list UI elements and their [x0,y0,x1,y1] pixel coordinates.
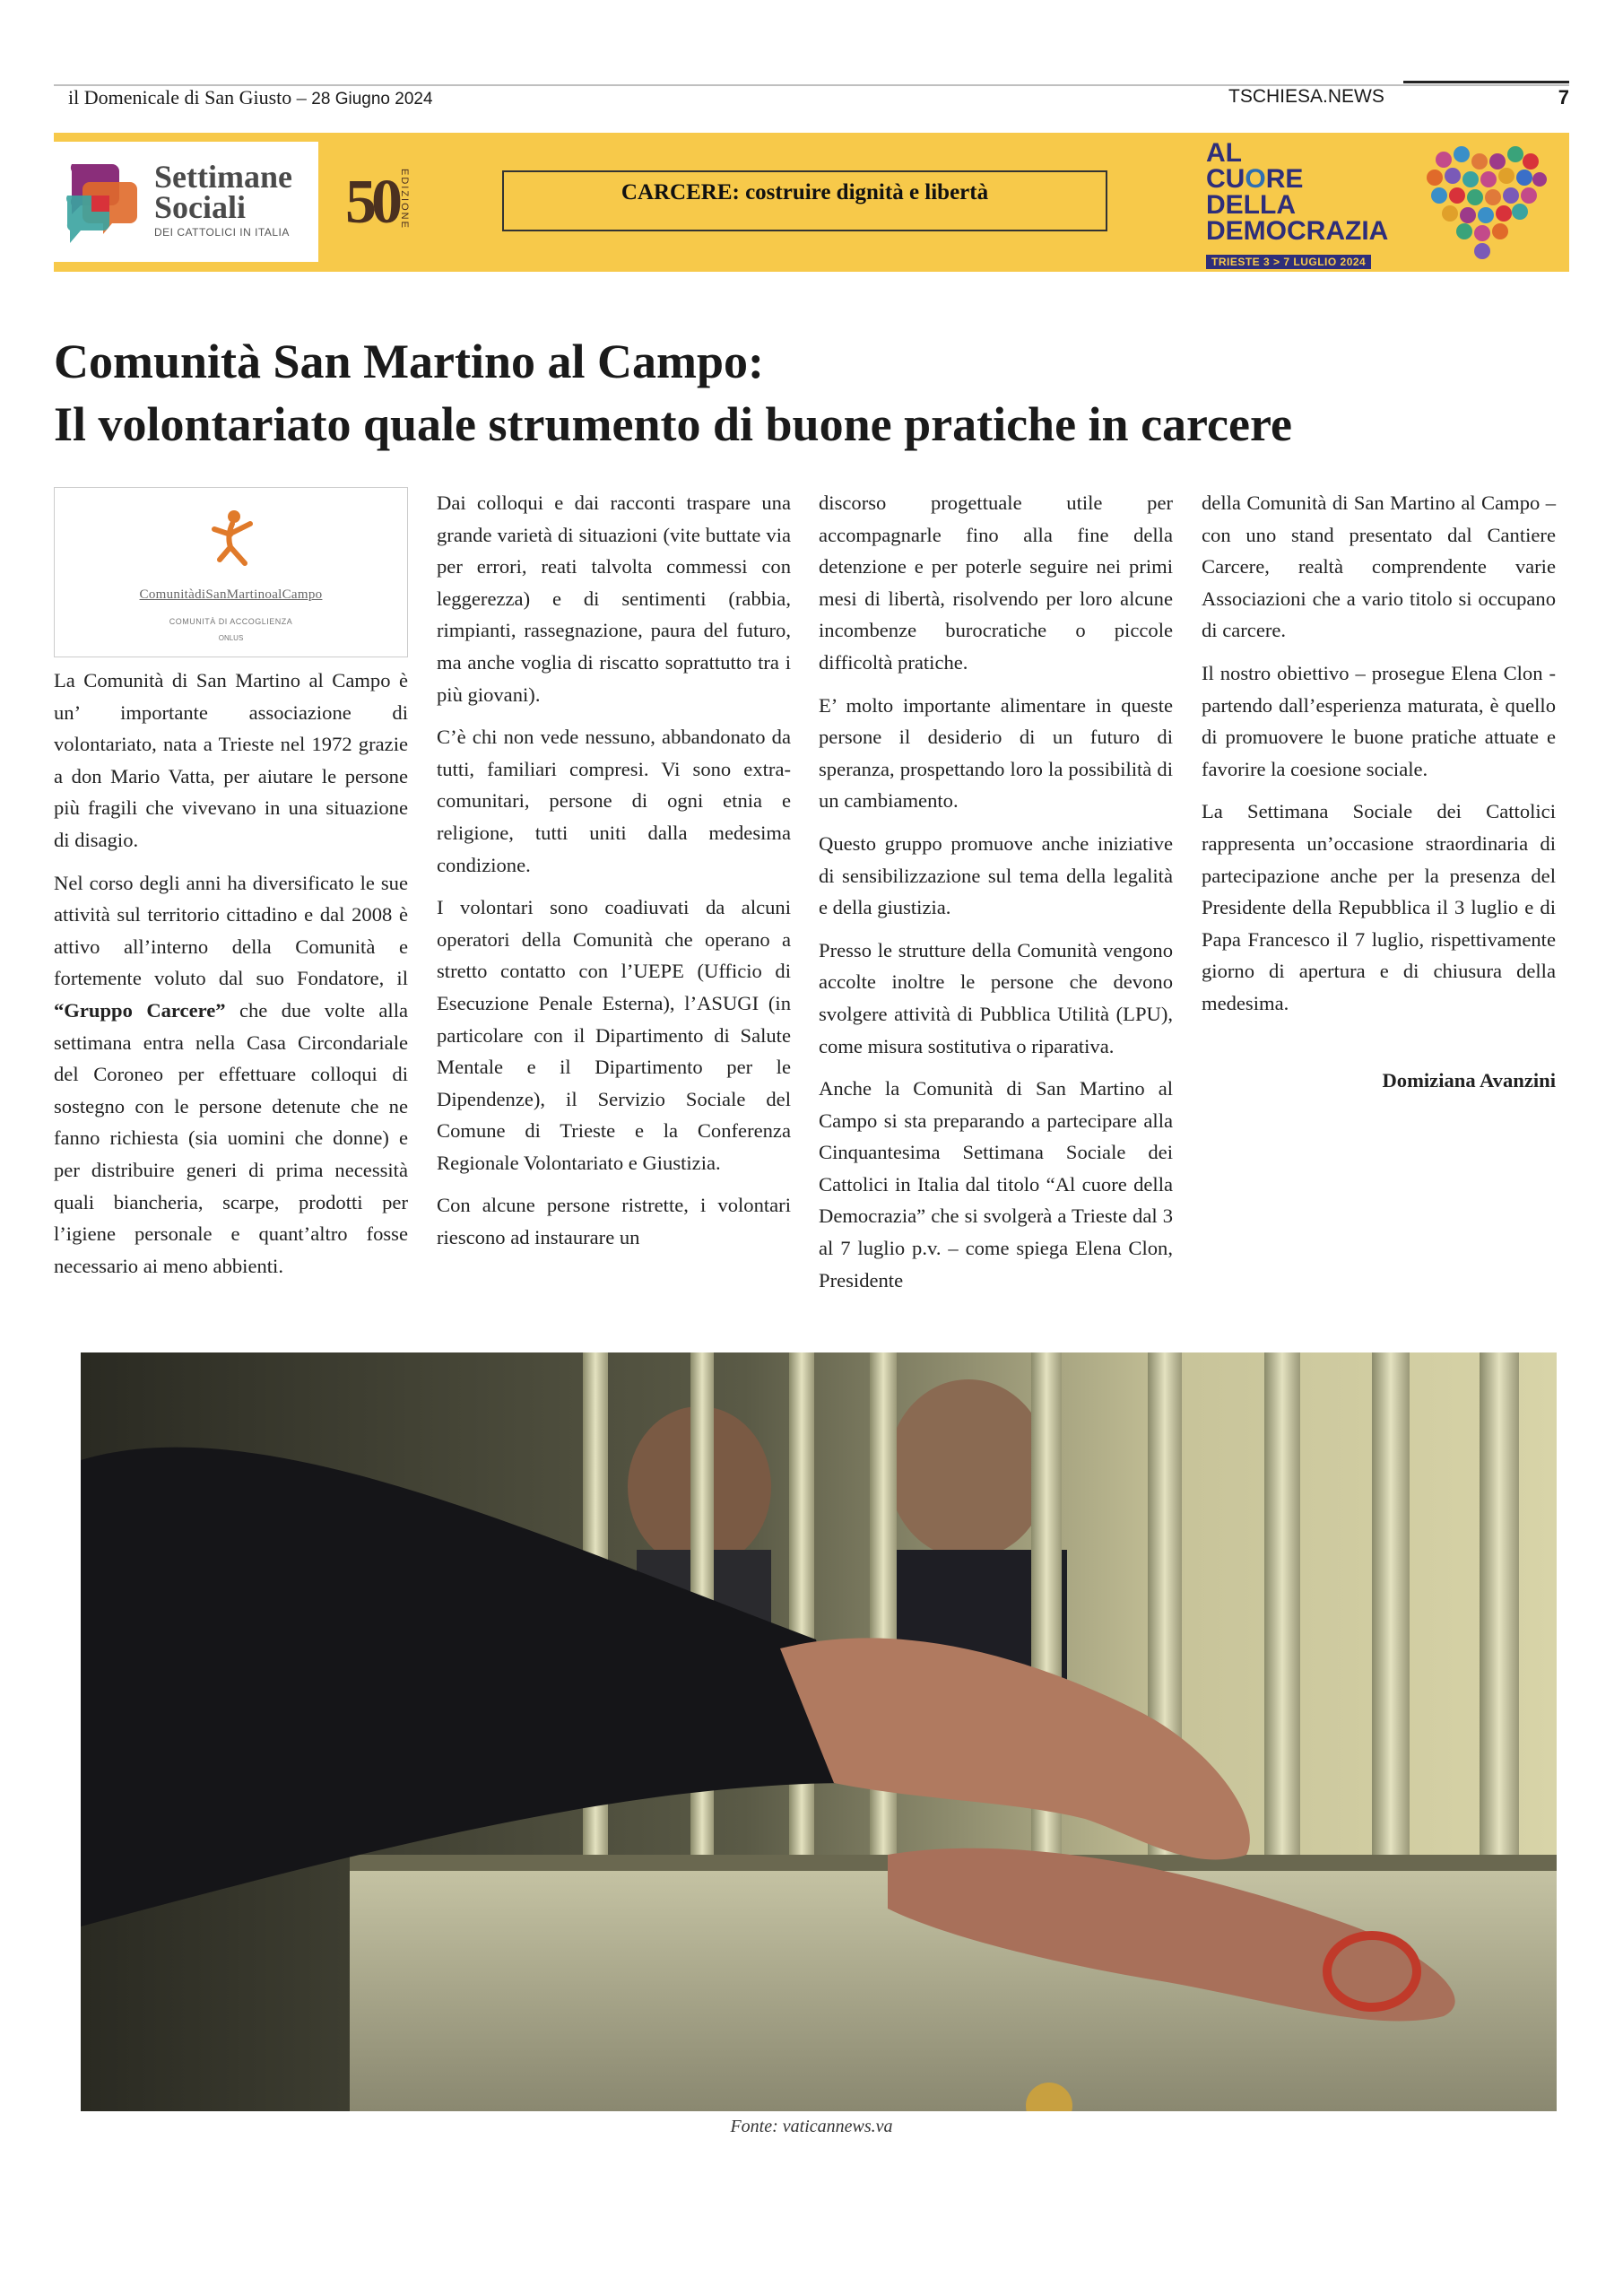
headline-line2: Il volontariato quale strumento di buone pratiche in carcere [54,397,1292,451]
paragraph: della Comunità di San Martino al Campo – con uno stand presentato dal Cantiere Carcere, realtà comprendente varie Associazioni che a vario titolo si occupano di carcere. [1202,491,1556,642]
event-title-line1: AL [1206,138,1242,168]
publication-name: il Domenicale di San Giusto [68,86,292,109]
paragraph: La Comunità di San Martino al Campo è un’ importante associazione di volontariato, nata a Trieste nel 1972 grazie a don Mario Vatta, per aiutare le persone più fragili che vivevano in una situazione di disagio. [54,669,408,851]
logo-line1: Settimane [154,159,292,195]
header-rule [1403,81,1569,83]
speech-bubbles-icon [63,160,143,249]
prison-bars-illustration [81,1352,1557,2111]
logo-tagline: COMUNITÀ DI ACCOGLIENZA [169,617,293,626]
logo-onlus: ONLUS [218,634,244,642]
event-dates: TRIESTE 3 > 7 LUGLIO 2024 [1206,255,1371,269]
paragraph: I volontari sono coadiuvati da alcuni operatori della Comunità che operano a stretto contatto con l’UEPE (Ufficio di Esecuzione Penale Esterna), l’ASUGI (in particolare con il Dipartimento di Salute Mentale e il Dipartimento per le Dipendenze), il Servizio Sociale del Comune di Trieste e la Conferenza Regionale Volontariato e Giustizia. [437,896,791,1174]
header-separator: – [291,86,312,109]
prison-bars-photo [81,1352,1557,2111]
gruppo-carcere-bold: “Gruppo Carcere” [54,998,226,1022]
paragraph: Questo gruppo promuove anche iniziative di sensibilizzazione sul tema della legalità e della giustizia. [819,831,1173,919]
topic-box: CARCERE: costruire dignità e libertà [502,170,1107,231]
logo-subtitle: DEI CATTOLICI IN ITALIA [154,226,290,239]
paragraph: E’ molto importante alimentare in queste persone il desiderio di un futuro di speranza, prospettando loro la possibilità di un cambiamento. [819,693,1173,813]
settimane-sociali-logo [54,142,318,262]
paragraph-text: che due volte alla settimana entra nella Casa Circondariale del Coroneo per effettuare colloqui di sostegno con le persone detenute che ne fanno richiesta (sia uomini che donne) e per distribuire generi di prima necessità quali biancheria, scarpe, prodotti per l’igiene personale e quant’altro fosse necessario ai meno abbienti. [54,998,409,1277]
article-column-4 [1202,487,1556,1096]
author-signature: Domiziana Avanzini [1382,1068,1556,1091]
event-title-line2a: CU [1206,164,1245,194]
issue-date: 28 Giugno 2024 [311,90,433,109]
logo-line2: Sociali [154,189,247,225]
heart-dots-icon [1421,142,1547,263]
logo-title [154,159,292,225]
logo-name: ComunitàdiSanMartinoalCampo [139,587,323,602]
page-number: 7 [1558,86,1569,109]
paragraph: Dai colloqui e dai racconti traspare una grande varietà di situazioni (vite buttate via per errori, reati talvolta commessi con leggerezza) e di sentimenti (rabbia, rimpianti, rassegnazione, paura del futuro, ma anche voglia di riscatto soprattutto tra i più giovani). [437,491,791,706]
edition-label: EDIZIONE [399,169,410,230]
event-title-line4: DEMOCRAZIA [1206,216,1389,246]
event-title [1206,140,1388,270]
paragraph: La Settimana Sociale dei Cattolici rappresenta un’occasione straordinaria di partecipazione anche per la presenza del Presidente della Repubblica il 3 luglio e di Papa Francesco il 7 luglio, rispettivamente giorno di apertura e di chiusura della medesima. [1202,800,1556,1014]
paragraph: Con alcune persone ristrette, i volontari riescono ad instaurare un [437,1194,791,1249]
publication-line [68,86,433,109]
fiftieth-edition-mark [345,167,410,239]
paragraph-text: Nel corso degli anni ha diversificato le sue attività sul territorio cittadino e dal 2008 è attivo all’interno della Comunità e fortemente voluto dal suo Fondatore, il [54,871,408,990]
paragraph [54,867,408,1283]
running-figure-icon [205,508,259,570]
event-banner [54,133,1569,272]
paragraph: Anche la Comunità di San Martino al Campo si sta preparando a partecipare alla Cinquantesima Settimana Sociale dei Cattolici in Italia dal titolo “Al cuore della Democrazia” che si svolgerà a Trieste dal 3 al 7 luglio p.v. – come spiega Elena Clon, Presidente [819,1077,1173,1292]
running-header [54,84,1569,113]
event-title-line2b: RE [1265,164,1304,194]
photo-caption: Fonte: vaticannews.va [730,2117,893,2136]
article-headline [54,330,1569,456]
event-title-line2o: O [1245,164,1266,194]
paragraph: C’è chi non vede nessuno, abbandonato da tutti, familiari compresi. Vi sono extra-comunitari, persone di ogni etnia e religione, tutti uniti dalla medesima condizione. [437,726,791,876]
article-column-2 [437,487,791,1265]
paragraph: Il nostro obiettivo – prosegue Elena Clon - partendo dall’esperienza maturata, è quello di promuovere le buone pratiche attuate e favorire la coesione sociale. [1202,661,1556,780]
comunita-san-martino-logo [54,487,408,657]
article-column-3 [819,487,1173,1307]
headline-line1: Comunità San Martino al Campo: [54,335,765,388]
fifty-number: 50 [345,168,397,237]
site-name: TSCHIESA.NEWS [1228,86,1384,107]
paragraph: Presso le strutture della Comunità vengono accolte inoltre le persone che devono svolgere attività di Pubblica Utilità (LPU), come misura sostitutiva o riparativa. [819,938,1173,1057]
event-title-line3: DELLA [1206,190,1296,220]
article-column-1 [54,487,408,1292]
paragraph: discorso progettuale utile per accompagnarle fino alla fine della detenzione e per poterle seguire nei primi mesi di libertà, risolvendo per loro alcune incombenze burocratiche o piccole difficoltà pratiche. [819,491,1173,674]
